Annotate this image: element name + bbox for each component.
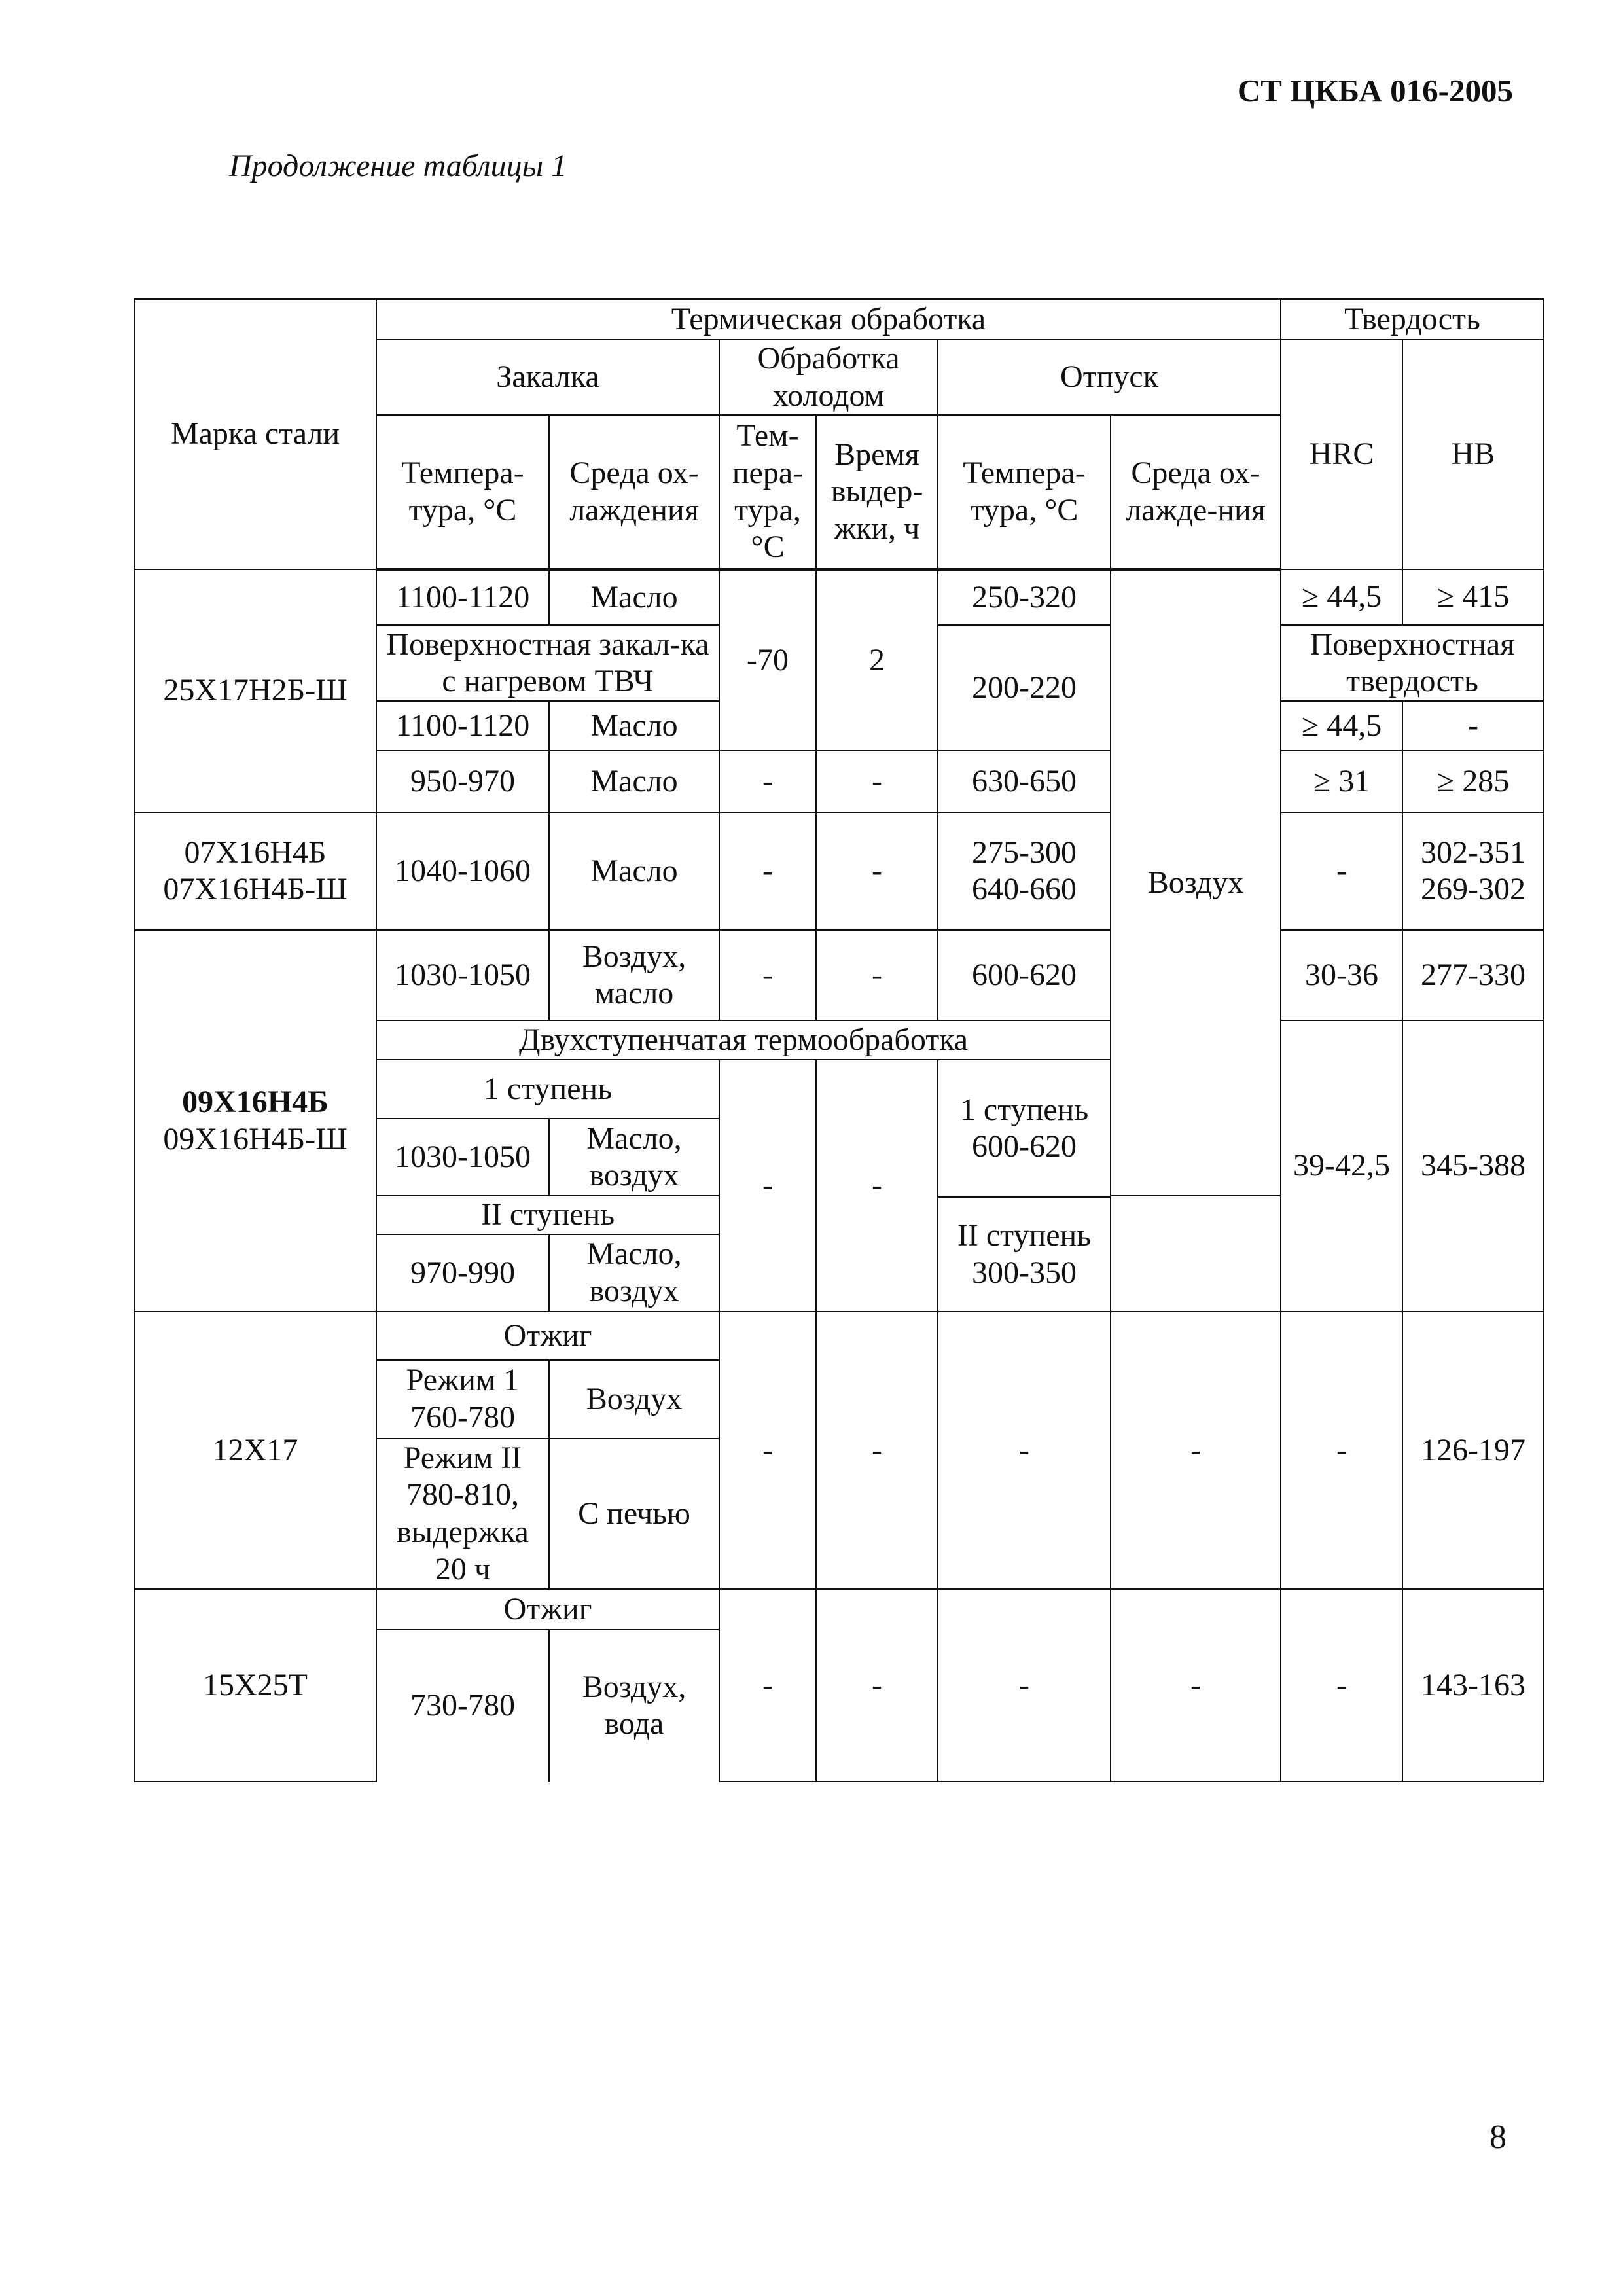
cell-two-stage-title: Двухступенчатая термообработка xyxy=(376,1020,1111,1060)
cell-hrc: - xyxy=(1281,1589,1402,1782)
cell-quench-medium: С печью xyxy=(549,1439,719,1589)
cell-temper-temp: 600-620 xyxy=(938,930,1111,1020)
temper-temp-line: 275-300 xyxy=(972,834,1077,870)
cell-cold-time: - xyxy=(816,1589,938,1782)
cell-hb: 277-330 xyxy=(1402,930,1544,1020)
grade-07x16n4b xyxy=(134,812,376,930)
hb-line: 302-351 xyxy=(1421,834,1525,870)
header-temper: Отпуск xyxy=(938,340,1281,415)
header-cold-time: Время выдер-жки, ч xyxy=(816,415,938,569)
hb-line: 269-302 xyxy=(1421,872,1525,907)
cell-quench-temp: 1040-1060 xyxy=(376,812,549,930)
cell-cold-time: - xyxy=(816,1312,938,1589)
cell-temper-medium: - xyxy=(1111,1589,1281,1782)
cell-hb: 345-388 xyxy=(1402,1020,1544,1312)
cell-quench-medium: Воздух xyxy=(549,1360,719,1439)
grade-name: 07Х16Н4Б xyxy=(184,834,327,870)
cell-hb: ≥ 415 xyxy=(1402,569,1544,625)
cell-quench-temp: 730-780 xyxy=(376,1630,549,1782)
cell-hb xyxy=(1402,812,1544,930)
cell-quench-medium: Воздух, масло xyxy=(549,930,719,1020)
cell-anneal-mode-1: Режим 1 760-780 xyxy=(376,1360,549,1439)
header-hardness: Твердость xyxy=(1281,299,1544,340)
cell-temper-temp: - xyxy=(938,1589,1111,1782)
header-grade: Марка стали xyxy=(134,299,376,569)
cell-surface-quench: Поверхностная закал-ка с нагревом ТВЧ xyxy=(376,625,719,701)
grade-name: 09Х16Н4Б-Ш xyxy=(163,1121,348,1157)
cell-surface-hardness: Поверхностная твердость xyxy=(1281,625,1544,701)
cell-hrc: - xyxy=(1281,812,1402,930)
cell-cold-time: - xyxy=(816,930,938,1020)
header-hb: HB xyxy=(1402,340,1544,569)
cell-hrc: ≥ 44,5 xyxy=(1281,569,1402,625)
cell-hb: - xyxy=(1402,701,1544,751)
grade-name: 07Х16Н4Б-Ш xyxy=(163,872,348,907)
page-number: 8 xyxy=(1489,2119,1507,2156)
header-temper-medium: Среда ох-лажде-ния xyxy=(1111,415,1281,569)
cell-hb: 126-197 xyxy=(1402,1312,1544,1589)
cell-quench-medium: Масло xyxy=(549,701,719,751)
header-heat-treatment: Термическая обработка xyxy=(376,299,1281,340)
cell-cold-temp: - xyxy=(719,930,816,1020)
cell-quench-medium: Масло xyxy=(549,751,719,812)
document-code: СТ ЦКБА 016-2005 xyxy=(1237,73,1513,109)
header-cold-temp: Тем-пера-тура, °С xyxy=(719,415,816,569)
cell-temper-temp: - xyxy=(938,1312,1111,1589)
cell-temper-stage-1: 1 ступень 600-620 xyxy=(938,1060,1111,1197)
grade-15x25t: 15Х25Т xyxy=(134,1589,376,1782)
cell-hb: ≥ 285 xyxy=(1402,751,1544,812)
cell-anneal: Отжиг xyxy=(376,1589,719,1630)
table-continuation-caption: Продолжение таблицы 1 xyxy=(229,149,567,183)
header-temper-temp: Темпера-тура, °С xyxy=(938,415,1111,569)
grade-name: 09Х16Н4Б xyxy=(182,1084,329,1119)
cell-quench-temp: 970-990 xyxy=(376,1234,549,1312)
header-cold-treatment: Обработка холодом xyxy=(719,340,938,415)
cell-quench-medium: Масло, воздух xyxy=(549,1119,719,1196)
cell-quench-temp: 1100-1120 xyxy=(376,569,549,625)
cell-temper-temp: 200-220 xyxy=(938,625,1111,751)
cell-quench-medium: Воздух, вода xyxy=(549,1630,719,1782)
cell-quench-temp: 950-970 xyxy=(376,751,549,812)
cell-hb: 143-163 xyxy=(1402,1589,1544,1782)
cell-quench-temp: 1100-1120 xyxy=(376,701,549,751)
cell-hrc: 30-36 xyxy=(1281,930,1402,1020)
cell-temper-temp: 630-650 xyxy=(938,751,1111,812)
cell-cold-temp: - xyxy=(719,812,816,930)
cell-quench-temp: 1030-1050 xyxy=(376,1119,549,1196)
header-quench-temp: Темпера-тура, °С xyxy=(376,415,549,569)
heat-treatment-table xyxy=(134,298,1544,1782)
header-quench-medium: Среда ох-лаждения xyxy=(549,415,719,569)
cell-cold-time: - xyxy=(816,751,938,812)
cell-cold-temp: - xyxy=(719,1060,816,1312)
header-quench: Закалка xyxy=(376,340,719,415)
grade-12x17: 12Х17 xyxy=(134,1312,376,1589)
cell-anneal-mode-2: Режим II 780-810, выдержка 20 ч xyxy=(376,1439,549,1589)
cell-anneal: Отжиг xyxy=(376,1312,719,1360)
cell-cold-temp: - xyxy=(719,751,816,812)
cell-cold-time: - xyxy=(816,1060,938,1312)
cell-cold-time: 2 xyxy=(816,569,938,751)
cell-temper-temp: 250-320 xyxy=(938,569,1111,625)
cell-hrc: - xyxy=(1281,1312,1402,1589)
cell-cold-temp: -70 xyxy=(719,569,816,751)
cell-hrc: ≥ 44,5 xyxy=(1281,701,1402,751)
cell-temper-medium: - xyxy=(1111,1312,1281,1589)
cell-stage-1: 1 ступень xyxy=(376,1060,719,1119)
cell-cold-time: - xyxy=(816,812,938,930)
cell-hrc: 39-42,5 xyxy=(1281,1020,1402,1312)
cell-quench-medium: Масло xyxy=(549,569,719,625)
temper-temp-line: 640-660 xyxy=(972,872,1077,907)
cell-cold-temp: - xyxy=(719,1312,816,1589)
grade-25x17n2b: 25Х17Н2Б-Ш xyxy=(134,569,376,812)
cell-temper-temp xyxy=(938,812,1111,930)
cell-quench-temp: 1030-1050 xyxy=(376,930,549,1020)
cell-stage-2: II ступень xyxy=(376,1196,719,1234)
cell-cold-temp: - xyxy=(719,1589,816,1782)
cell-quench-medium: Масло xyxy=(549,812,719,930)
grade-09x16n4b xyxy=(134,930,376,1312)
cell-temper-medium-shared: Воздух xyxy=(1111,569,1281,1196)
cell-quench-medium: Масло, воздух xyxy=(549,1234,719,1312)
cell-temper-stage-2: II ступень 300-350 xyxy=(938,1197,1111,1312)
header-hrc: HRC xyxy=(1281,340,1402,569)
cell-hrc: ≥ 31 xyxy=(1281,751,1402,812)
